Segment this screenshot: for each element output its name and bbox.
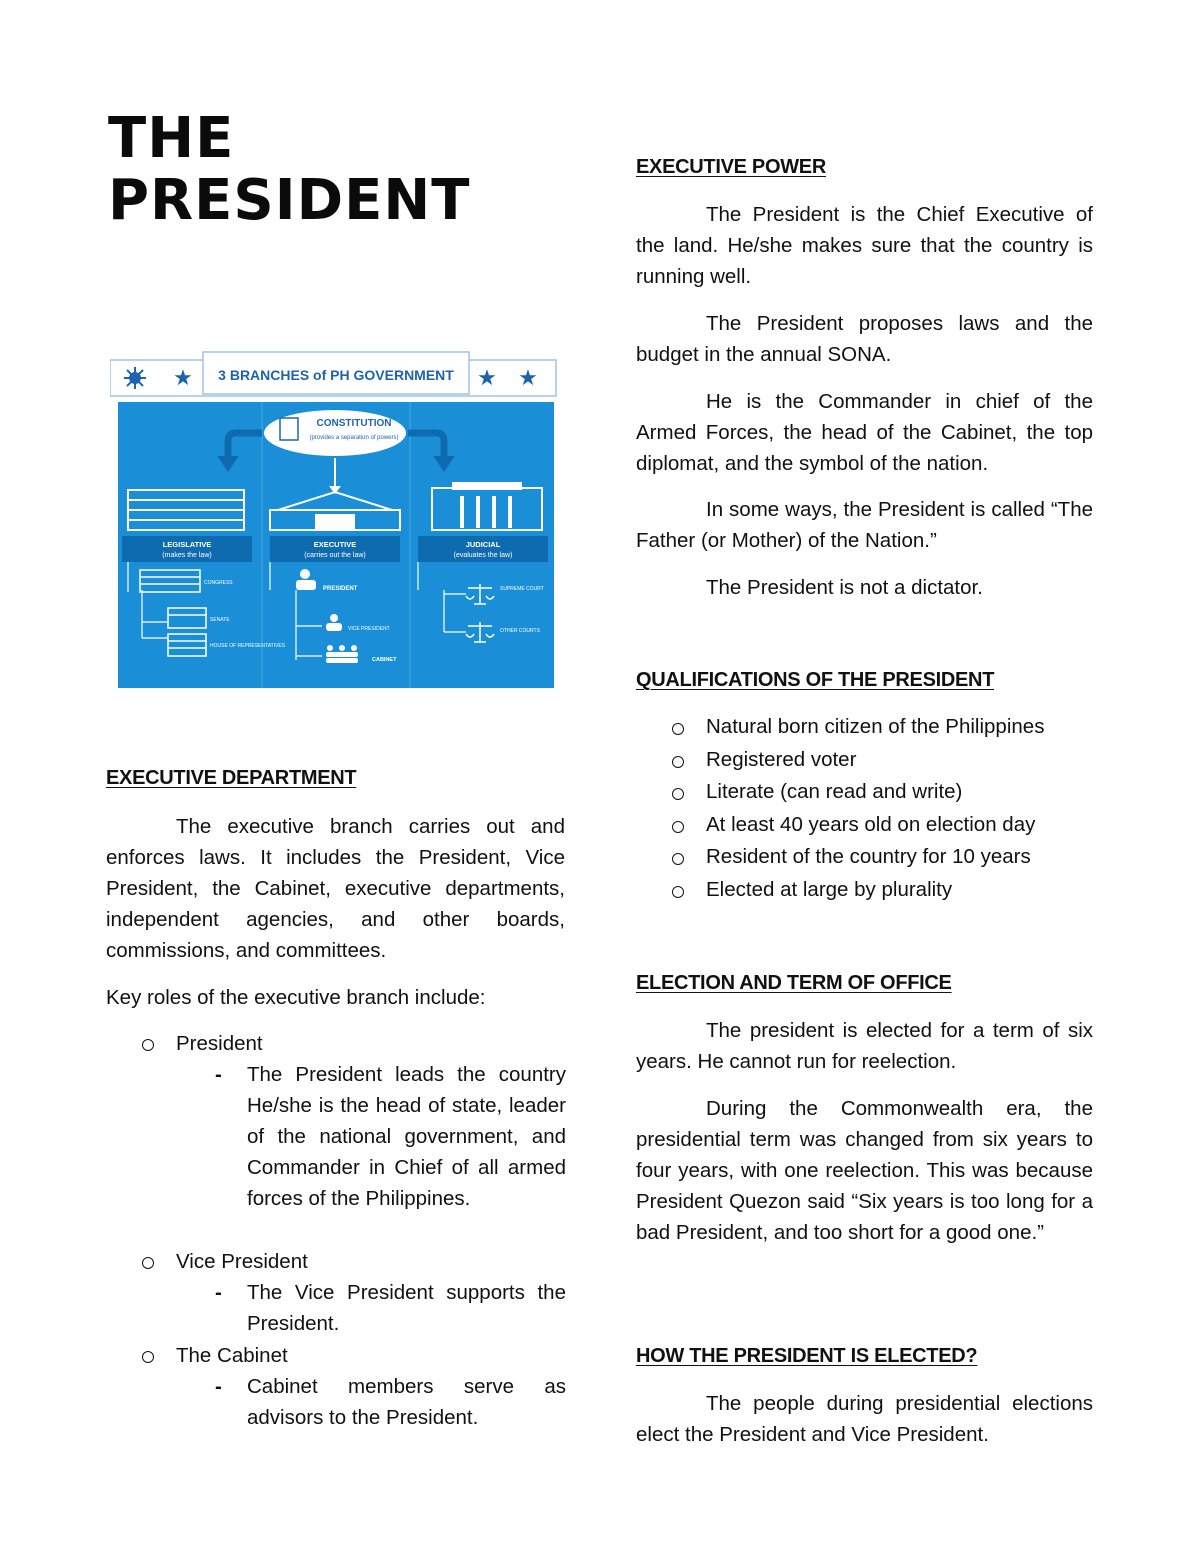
key-roles-intro: Key roles of the executive branch include: <box>106 986 486 1009</box>
constitution-sublabel: (provides a separation of powers) <box>309 435 399 441</box>
executive-department-heading: EXECUTIVE DEPARTMENT <box>106 767 357 789</box>
executive-power-paragraph: In some ways, the President is called “The Father (or Mother) of the Nation.” <box>636 498 1093 552</box>
role-name: President <box>106 1028 566 1059</box>
list-item: At least 40 years old on election day <box>636 809 1094 842</box>
congress-label: CONGRESS <box>204 580 233 586</box>
executive-power-paragraph: He is the Commander in chief of the Armed Forces, the head of the Cabinet, the top diplomat, and the symbol of the nation. <box>636 390 1093 475</box>
executive-power-paragraph: The President is the Chief Executive of the land. He/she makes sure that the country is running well. <box>636 203 1093 288</box>
cabinet-label: CABINET <box>372 657 397 663</box>
other-courts-label: OTHER COURTS <box>500 628 540 634</box>
role-description: - The President leads the country He/she is the head of state, leader of the national government, and Commander in Chief of all armed forces of the Philippines. <box>247 1059 566 1214</box>
list-item: Resident of the country for 10 years <box>636 841 1094 874</box>
house-label: HOUSE OF REPRESENTATIVES <box>210 643 286 649</box>
star-icon: ★ <box>173 365 193 390</box>
qualifications-list <box>636 711 1094 906</box>
senate-label: SENATE <box>210 617 230 623</box>
executive-power-heading: EXECUTIVE POWER <box>636 156 826 178</box>
role-president <box>106 1028 566 1214</box>
list-item: Registered voter <box>636 744 1094 777</box>
qualifications-heading: QUALIFICATIONS OF THE PRESIDENT <box>636 669 995 691</box>
election-term-paragraph: During the Commonwealth era, the presidential term was changed from six years to four years, with one reelection. This was because President Quezon said “Six years is too long for a bad President, and too short for a good one.” <box>636 1097 1093 1244</box>
how-elected-heading: HOW THE PRESIDENT IS ELECTED? <box>636 1345 978 1367</box>
election-term-heading: ELECTION AND TERM OF OFFICE <box>636 972 952 994</box>
role-name: The Cabinet <box>106 1340 566 1371</box>
vice-president-label: VICE PRESIDENT <box>348 626 390 632</box>
role-name: Vice President <box>106 1246 566 1277</box>
list-item: Elected at large by plurality <box>636 874 1094 907</box>
executive-role: (carries out the law) <box>304 552 366 559</box>
star-icon: ★ <box>477 365 497 390</box>
banner-title: 3 BRANCHES of PH GOVERNMENT <box>218 367 454 383</box>
role-description: - Cabinet members serve as advisors to the President. <box>247 1371 566 1433</box>
how-elected-paragraph: The people during presidential elections elect the President and Vice President. <box>636 1392 1093 1446</box>
legislative-role: (makes the law) <box>162 552 212 559</box>
cabinet-people-icon <box>326 645 358 663</box>
role-vice-president <box>106 1246 566 1339</box>
title-line-2: PRESIDENT <box>108 168 471 233</box>
sun-icon <box>124 367 146 389</box>
role-cabinet <box>106 1340 566 1433</box>
branches-infographic <box>110 350 560 690</box>
role-description: - The Vice President supports the President. <box>247 1277 566 1339</box>
election-term-paragraph: The president is elected for a term of six years. He cannot run for reelection. <box>636 1019 1093 1073</box>
executive-department-paragraph: The executive branch carries out and enforces laws. It includes the President, Vice President, the Cabinet, executive departments, independent agencies, and other boards, commissions, and committees. <box>106 815 565 962</box>
title-line-1: THE <box>108 106 235 171</box>
supreme-court-label: SUPREME COURT <box>500 586 544 592</box>
constitution-oval <box>264 410 406 456</box>
judicial-role: (evaluates the law) <box>453 552 513 559</box>
star-icon: ★ <box>518 365 538 390</box>
executive-power-paragraph: The President proposes laws and the budget in the annual SONA. <box>636 312 1093 366</box>
page-title <box>108 108 470 232</box>
legislative-name: LEGISLATIVE <box>162 540 212 549</box>
executive-power-paragraph: The President is not a dictator. <box>706 576 983 599</box>
executive-name: EXECUTIVE <box>313 540 357 549</box>
judicial-name: JUDICIAL <box>465 540 501 549</box>
list-item: Natural born citizen of the Philippines <box>636 711 1094 744</box>
list-item: Literate (can read and write) <box>636 776 1094 809</box>
president-label: PRESIDENT <box>323 586 358 592</box>
constitution-label: CONSTITUTION <box>316 418 392 429</box>
